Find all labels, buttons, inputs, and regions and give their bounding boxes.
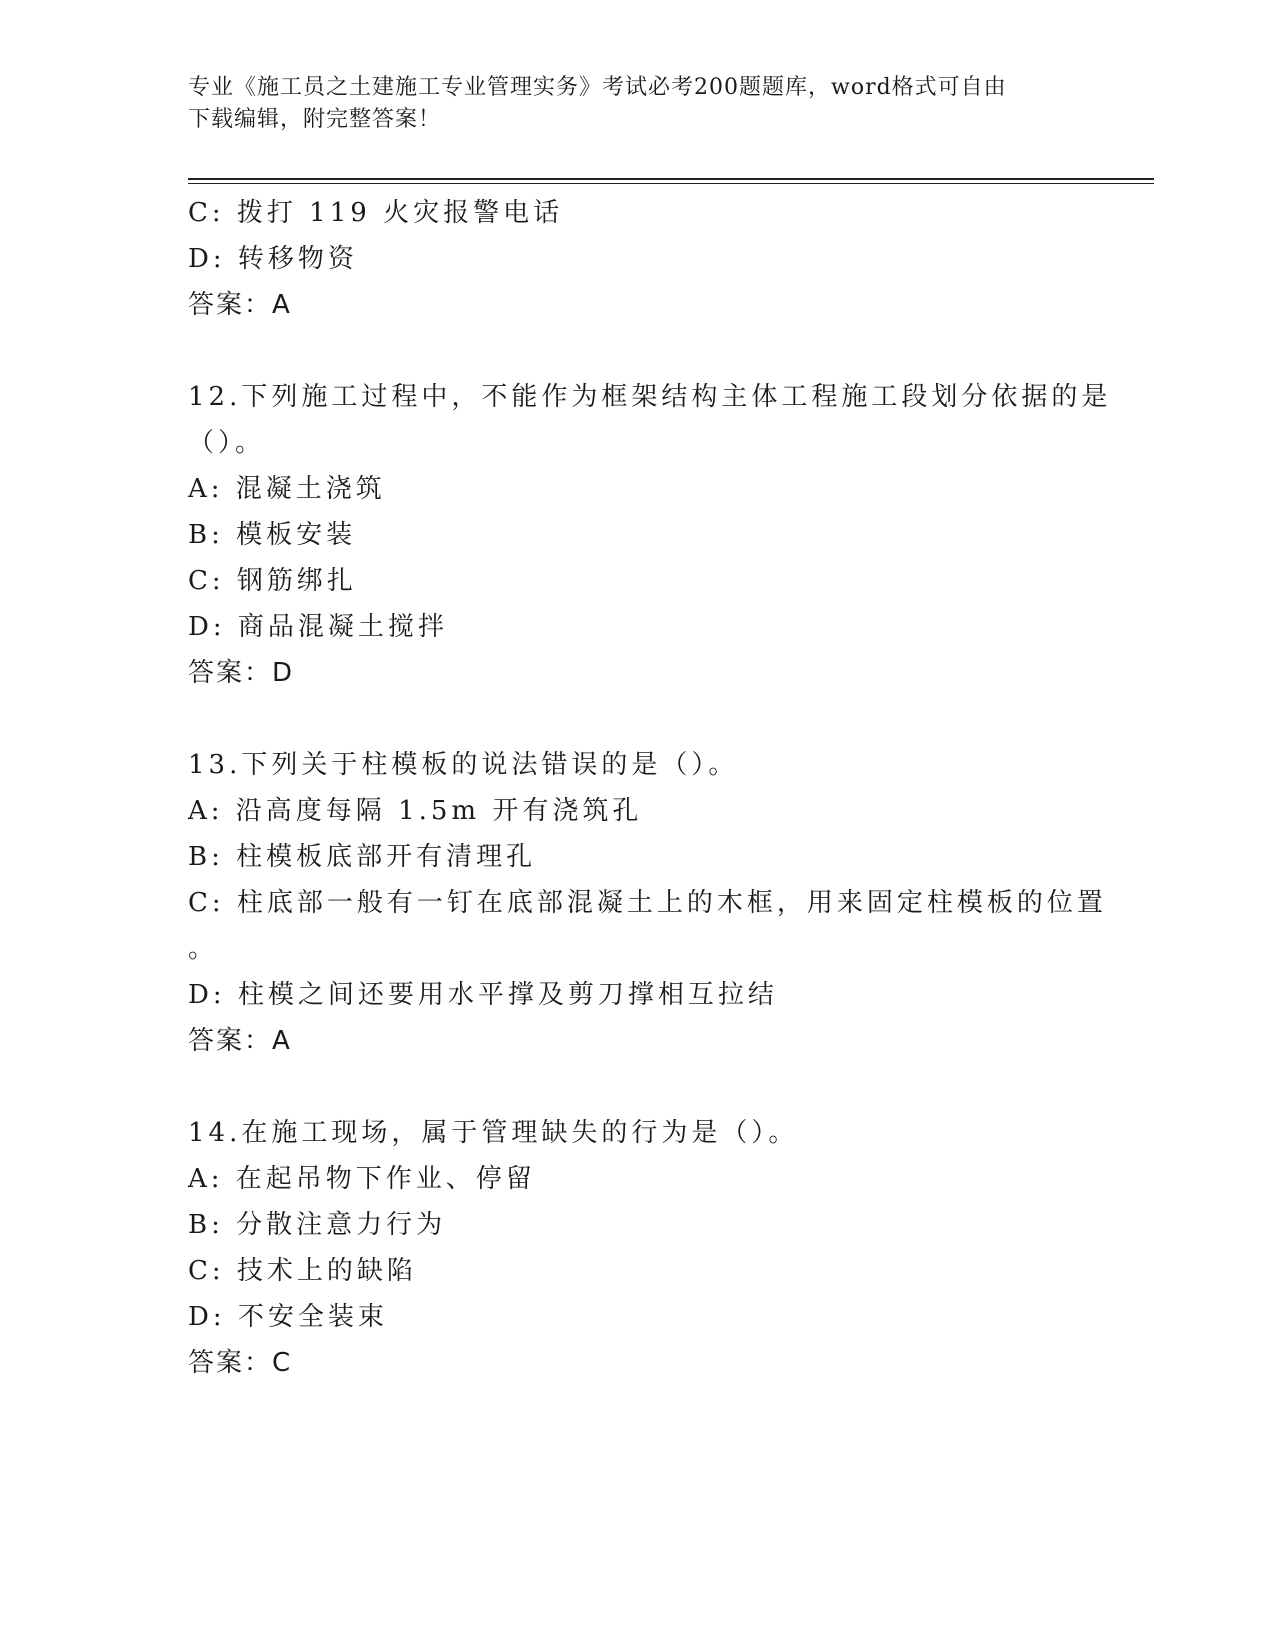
answer-label: 答案：C (188, 1348, 293, 1378)
option-b: B: 柱模板底部开有清理孔 (188, 842, 537, 872)
option-b: B: 模板安装 (188, 520, 357, 550)
spacer (188, 1064, 1088, 1110)
question-block-13 (188, 742, 1107, 1064)
question-stem: 12.下列施工过程中，不能作为框架结构主体工程施工段划分依据的是 (188, 382, 1112, 412)
spacer (188, 328, 1088, 374)
header-rule-thick (188, 178, 1154, 180)
question-stem: 14.在施工现场，属于管理缺失的行为是（）。 (188, 1118, 799, 1148)
option-c: C: 柱底部一般有一钉在底部混凝土上的木框，用来固定柱模板的位置 (188, 888, 1107, 918)
option-a: A: 在起吊物下作业、停留 (188, 1164, 536, 1194)
answer-label: 答案：D (188, 658, 295, 688)
option-d: D: 转移物资 (188, 244, 358, 274)
header-rule-thin (188, 183, 1154, 184)
question-stem: 13.下列关于柱模板的说法错误的是（）。 (188, 750, 739, 780)
option-c-continued: 。 (188, 934, 219, 964)
option-c: C: 技术上的缺陷 (188, 1256, 417, 1286)
header-line-2: 下载编辑，附完整答案！ (188, 107, 442, 132)
option-d: D: 柱模之间还要用水平撑及剪刀撑相互拉结 (188, 980, 778, 1010)
answer-label: 答案：A (188, 290, 292, 320)
option-a: A: 混凝土浇筑 (188, 474, 386, 504)
question-content (188, 190, 1112, 1386)
answer-label: 答案：A (188, 1026, 292, 1056)
option-c: C: 拨打 119 火灾报警电话 (188, 198, 564, 228)
question-stem-continued: （）。 (188, 428, 266, 458)
question-block-12 (188, 374, 1112, 696)
question-block-14 (188, 1110, 1088, 1386)
question-block-11 (188, 190, 1088, 328)
option-a: A: 沿高度每隔 1.5m 开有浇筑孔 (188, 796, 643, 826)
document-header (188, 72, 1088, 136)
option-d: D: 商品混凝土搅拌 (188, 612, 448, 642)
header-line-1: 专业《施工员之土建施工专业管理实务》考试必考200题题库，word格式可自由 (188, 75, 1007, 100)
option-d: D: 不安全装束 (188, 1302, 388, 1332)
option-b: B: 分散注意力行为 (188, 1210, 447, 1240)
option-c: C: 钢筋绑扎 (188, 566, 357, 596)
spacer (188, 696, 1088, 742)
